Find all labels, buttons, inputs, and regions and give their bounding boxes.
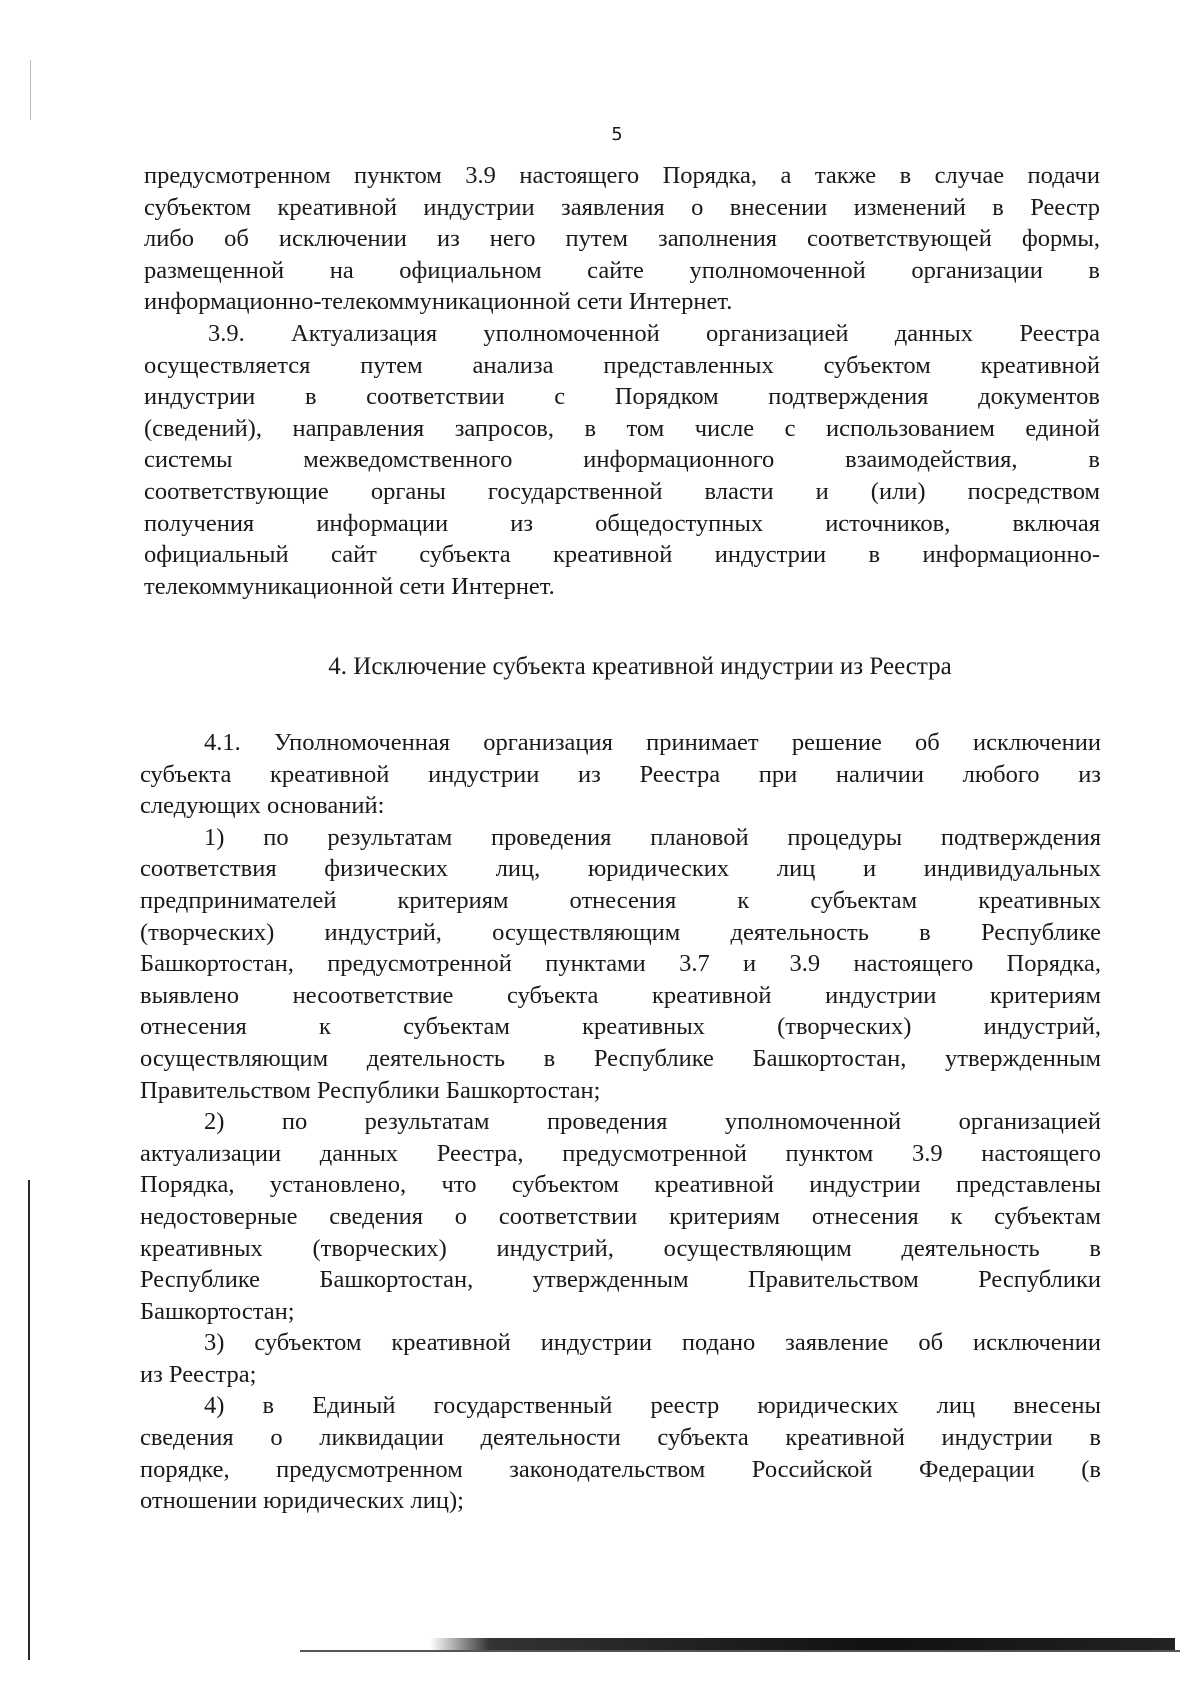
paragraph-line: субъектом креативной индустрии заявления о внесении изменений в Реестр — [144, 193, 1100, 221]
scan-edge-mark — [30, 60, 31, 120]
clause-4-1 — [140, 727, 1101, 1517]
list-item-line: недостоверные сведения о соответствии критериям отнесения к субъектам — [140, 1202, 1101, 1230]
paragraph-line: следующих оснований: — [140, 792, 385, 820]
section-heading: 4. Исключение субъекта креативной индустрии из Реестра — [328, 653, 952, 680]
list-item-line: Порядка, установлено, что субъектом креативной индустрии представлены — [140, 1171, 1101, 1199]
scan-edge-left — [28, 1180, 30, 1660]
list-item-line: предпринимателей критериям отнесения к субъектам креативных — [140, 886, 1101, 914]
paragraph-line: (сведений), направления запросов, в том числе с использованием единой — [144, 414, 1100, 442]
list-item-line: выявлено несоответствие субъекта креативной индустрии критериям — [140, 981, 1101, 1009]
paragraph-line: информационно-телекоммуникационной сети Интернет. — [144, 288, 733, 316]
scan-edge-bottom-line — [300, 1650, 1180, 1652]
paragraph-line: осуществляется путем анализа представленных субъектом креативной — [144, 351, 1100, 379]
paragraph-line: официальный сайт субъекта креативной индустрии в информационно- — [144, 541, 1100, 569]
paragraph-line: телекоммуникационной сети Интернет. — [144, 572, 555, 600]
paragraph-line: системы межведомственного информационного взаимодействия, в — [144, 446, 1100, 474]
list-item-line: Башкортостан, предусмотренной пунктами 3.7 и 3.9 настоящего Порядка, — [140, 950, 1101, 978]
list-item-line: отношении юридических лиц); — [140, 1487, 464, 1515]
list-item-line: креативных (творческих) индустрий, осуществляющим деятельность в — [140, 1234, 1101, 1262]
clause-3-9 — [144, 318, 1100, 602]
paragraph-line: соответствующие органы государственной власти и (или) посредством — [144, 477, 1100, 505]
paragraph-line: 3.9. Актуализация уполномоченной организацией данных Реестра — [208, 320, 1100, 347]
list-item-line: из Реестра; — [140, 1360, 257, 1388]
page-number: 5 — [611, 124, 623, 145]
paragraph-line: 4.1. Уполномоченная организация принимает решение об исключении — [204, 729, 1101, 756]
paragraph-line: получения информации из общедоступных источников, включая — [144, 509, 1100, 537]
paragraph-line: либо об исключении из него путем заполнения соответствующей формы, — [144, 225, 1100, 253]
list-item-line: сведения о ликвидации деятельности субъекта креативной индустрии в — [140, 1424, 1101, 1452]
list-item-line: 4) в Единый государственный реестр юридических лиц внесены — [204, 1392, 1101, 1420]
list-item-line: (творческих) индустрий, осуществляющим деятельность в Республике — [140, 918, 1101, 946]
list-item-line: Республике Башкортостан, утвержденным Правительством Республики — [140, 1266, 1101, 1294]
list-item-line: 3) субъектом креативной индустрии подано заявление об исключении — [204, 1329, 1101, 1357]
list-item-line: актуализации данных Реестра, предусмотренной пунктом 3.9 настоящего — [140, 1139, 1101, 1167]
list-item-line: 1) по результатам проведения плановой процедуры подтверждения — [204, 823, 1101, 851]
continuation-paragraph — [144, 160, 1100, 318]
paragraph-line: индустрии в соответствии с Порядком подтверждения документов — [144, 383, 1100, 411]
paragraph-line: предусмотренном пунктом 3.9 настоящего Порядка, а также в случае подачи — [144, 162, 1100, 189]
paragraph-line: субъекта креативной индустрии из Реестра при наличии любого из — [140, 760, 1101, 788]
list-item-line: порядке, предусмотренном законодательством Российской Федерации (в — [140, 1455, 1101, 1483]
list-item-line: соответствия физических лиц, юридических лиц и индивидуальных — [140, 855, 1101, 883]
list-item-line: отнесения к субъектам креативных (творческих) индустрий, — [140, 1013, 1101, 1041]
list-item-line: Правительством Республики Башкортостан; — [140, 1076, 601, 1104]
paragraph-line: размещенной на официальном сайте уполномоченной организации в — [144, 256, 1100, 284]
list-item-line: Башкортостан; — [140, 1297, 295, 1325]
list-item-line: осуществляющим деятельность в Республике Башкортостан, утвержденным — [140, 1044, 1101, 1072]
list-item-line: 2) по результатам проведения уполномоченной организацией — [204, 1108, 1101, 1136]
